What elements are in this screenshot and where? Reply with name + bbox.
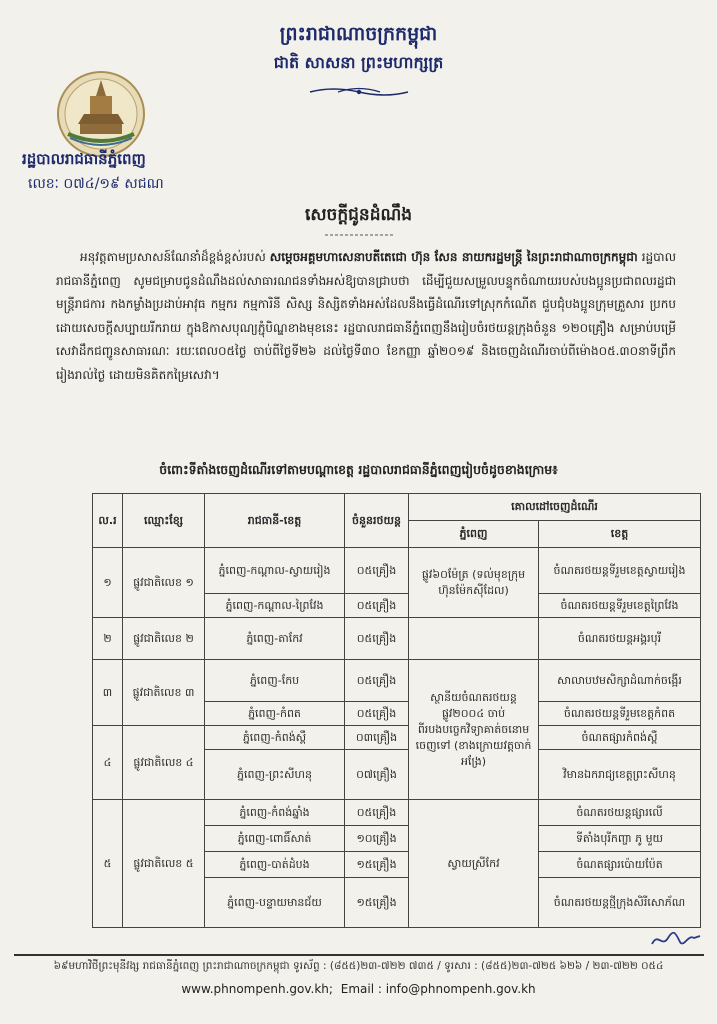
route-name: ភ្នំពេញ-កែប	[205, 660, 345, 702]
footer-divider	[14, 954, 704, 956]
route-name: ភ្នំពេញ-ពោធិ៍សាត់	[205, 826, 345, 852]
phnom-penh-departure-point: ផ្លូវ៦០ម៉ែត្រ (ទល់មុខក្រុមហ៊ុនម៉ែកស៊ីដែល)	[409, 548, 539, 618]
table-row	[93, 800, 701, 826]
table-row	[93, 548, 701, 594]
province-destination: ចំណតរថយន្តទីរួមខេត្តព្រៃវែង	[539, 594, 701, 618]
route-group: ផ្លូវជាតិលេខ ៣	[123, 660, 205, 726]
col-header-route-group: ឈ្មោះខ្សែ	[123, 494, 205, 548]
departure-table	[92, 493, 701, 928]
document-title: សេចក្តីជូនដំណឹង	[304, 205, 413, 225]
col-header-no: ល.រ	[93, 494, 123, 548]
phnom-penh-emblem-icon	[54, 68, 148, 160]
bus-count: ០៧គ្រឿង	[345, 750, 409, 800]
administration-name: រដ្ឋបាលរាជធានីភ្នំពេញ	[22, 150, 146, 168]
reference-number: លេខៈ ០៧៤/១៩ សជណ	[28, 176, 164, 192]
route-name: ភ្នំពេញ-កណ្តាល-ព្រៃវែង	[205, 594, 345, 618]
province-destination: ចំណតផ្សារកំពង់ស្ពឺ	[539, 726, 701, 750]
col-header-departure: គោលដៅចេញដំណើរ	[409, 494, 701, 521]
route-name: ភ្នំពេញ-កំពង់ស្ពឺ	[205, 726, 345, 750]
footer-address: ៦៩មហាវិថីព្រះមុនីវង្ស រាជធានីភ្នំពេញ ព្រះរាជាណាចក្រកម្ពុជា ទូរស័ព្ទ : (៨៥៥)២៣-៧២២ ៧៣៥ / ទូរសារ : (៨៥៥)២៣-៧២៥ ៦២៦ / ២៣-៧២២ ០៥៤	[53, 960, 664, 972]
route-name: ភ្នំពេញ-កណ្តាល-ស្វាយរៀង	[205, 548, 345, 594]
table-row	[93, 660, 701, 702]
departure-subheading: ចំពោះទីតាំងចេញដំណើរទៅតាមបណ្តាខេត្ត រដ្ឋបាលរាជធានីភ្នំពេញរៀបចំដូចខាងក្រោម៖	[159, 462, 558, 477]
province-destination: ចំណតរថយន្តទីរួមខេត្តស្វាយរៀង	[539, 548, 701, 594]
email-link[interactable]: Email : info@phnompenh.gov.kh	[340, 982, 536, 996]
bus-count: ០៥គ្រឿង	[345, 800, 409, 826]
signature-icon	[648, 928, 704, 950]
route-name: ភ្នំពេញ-កំពង់ឆ្នាំង	[205, 800, 345, 826]
province-destination: ចំណតផ្សារប៉ោយប៉ែត	[539, 852, 701, 878]
bus-count: ០៥គ្រឿង	[345, 618, 409, 660]
route-name: ភ្នំពេញ-ព្រះសីហនុ	[205, 750, 345, 800]
row-number: ៣	[93, 660, 123, 726]
route-name: ភ្នំពេញ-បន្ទាយមានជ័យ	[205, 878, 345, 928]
col-header-count: ចំនួនរថយន្ត	[345, 494, 409, 548]
province-destination: ចំណតរថយន្តអង្គរបុរី	[539, 618, 701, 660]
route-name: ភ្នំពេញ-បាត់ដំបង	[205, 852, 345, 878]
route-group: ផ្លូវជាតិលេខ ៥	[123, 800, 205, 928]
table-row	[93, 726, 701, 750]
route-group: ផ្លូវជាតិលេខ ១	[123, 548, 205, 618]
notice-body	[56, 246, 676, 388]
bus-count: ១៥គ្រឿង	[345, 878, 409, 928]
national-motto: ជាតិ សាសនា ព្រះមហាក្សត្រ	[273, 53, 444, 72]
phnom-penh-departure-point	[409, 618, 539, 660]
route-group: ផ្លូវជាតិលេខ ២	[123, 618, 205, 660]
row-number: ២	[93, 618, 123, 660]
footer-contact	[0, 982, 717, 996]
phnom-penh-departure-point: ស្វាយស្រីកែវ	[409, 800, 539, 928]
body-intro: អនុវត្តតាមប្រសាសន៍ណែនាំដ៏ខ្ពង់ខ្ពស់របស់	[80, 250, 266, 264]
col-header-province: ខេត្ត	[539, 521, 701, 548]
table-header-row	[93, 494, 701, 521]
body-dignitary: សម្តេចអគ្គមហាសេនាបតីតេជោ ហ៊ុន សែន នាយករដ្ឋមន្ត្រី នៃព្រះរាជាណាចក្រកម្ពុជា	[269, 250, 638, 264]
province-destination: ចំណតរថយន្តថ្មីក្រុងសិរីសោភ័ណ	[539, 878, 701, 928]
province-destination: ចំណតរថយន្តទីរួមខេត្តកំពត	[539, 702, 701, 726]
bus-count: ០៥គ្រឿង	[345, 660, 409, 702]
province-destination: វិមានឯករាជ្យខេត្តព្រះសីហនុ	[539, 750, 701, 800]
row-number: ៤	[93, 726, 123, 800]
table-row	[93, 618, 701, 660]
body-text: រដ្ឋបាលរាជធានីភ្នំពេញ សូមជម្រាបជូនដំណឹងដល់សាធារណជនទាំងអស់ឱ្យបានជ្រាបថា ដើម្បីជួយសម្រួលបន្ទុកចំណាយរបស់បងប្អូនប្រជាពលរដ្ឋជាមន្ត្រីរាជការ កងកម្លាំងប្រដាប់អាវុធ កម្មករ កម្មការិនី សិស្ស និស្សិតទាំងអស់ដែលនឹងធ្វើដំណើរទៅស្រុកកំណើត ជួបជុំបងប្អូនក្រុមគ្រួសារ ប្រកបដោយសេចក្តីសប្បាយរីករាយ ក្នុងឱកាសបុណ្យភ្ជុំបិណ្ឌខាងមុខនេះ រដ្ឋបាលរាជធានីភ្នំពេញនឹងរៀបចំរថយន្តក្រុងចំនួន ១២០គ្រឿង សម្រាប់បម្រើសេវាដឹកជញ្ជូនសាធារណៈ រយៈពេល០៥ថ្ងៃ ចាប់ពីថ្ងៃទី២៦ ដល់ថ្ងៃទី៣០ ខែកញ្ញា ឆ្នាំ២០១៩ និងចេញដំណើរចាប់ពីម៉ោង០៥.៣០នាទីព្រឹក រៀងរាល់ថ្ងៃ ដោយមិនគិតកម្រៃសេវា។	[56, 250, 676, 382]
row-number: ១	[93, 548, 123, 618]
bus-count: ០៣គ្រឿង	[345, 726, 409, 750]
col-header-route: រាជធានី-ខេត្ត	[205, 494, 345, 548]
title-underline-icon	[325, 232, 393, 238]
bus-count: ១០គ្រឿង	[345, 826, 409, 852]
bus-count: ០៥គ្រឿង	[345, 702, 409, 726]
kingdom-heading: ព្រះរាជាណាចក្រកម្ពុជា	[279, 23, 438, 45]
bus-count: ១៥គ្រឿង	[345, 852, 409, 878]
route-name: ភ្នំពេញ-កំពត	[205, 702, 345, 726]
province-destination: ចំណតរថយន្តផ្សារលើ	[539, 800, 701, 826]
bus-count: ០៥គ្រឿង	[345, 594, 409, 618]
row-number: ៥	[93, 800, 123, 928]
province-destination: ទីតាំងបុរីកញ្ចា ភូ មួយ	[539, 826, 701, 852]
route-group: ផ្លូវជាតិលេខ ៤	[123, 726, 205, 800]
phnom-penh-departure-point: ស្ថានីយចំណតរថយន្តផ្លូវ២០០៤ ចាប់ពីរបងបច្ចេកវិទ្យាគាត់ចនោមចេញទៅ (ខាងក្រោយវត្តចាក់អង្រែ)	[409, 660, 539, 800]
route-name: ភ្នំពេញ-តាកែវ	[205, 618, 345, 660]
province-destination: សាលាបឋមសិក្សាដំណាក់ចង្អើរ	[539, 660, 701, 702]
bus-count: ០៥គ្រឿង	[345, 548, 409, 594]
col-header-phnom-penh: ភ្នំពេញ	[409, 521, 539, 548]
ornament-divider-icon	[308, 84, 410, 100]
website-link[interactable]: www.phnompenh.gov.kh;	[181, 982, 333, 996]
